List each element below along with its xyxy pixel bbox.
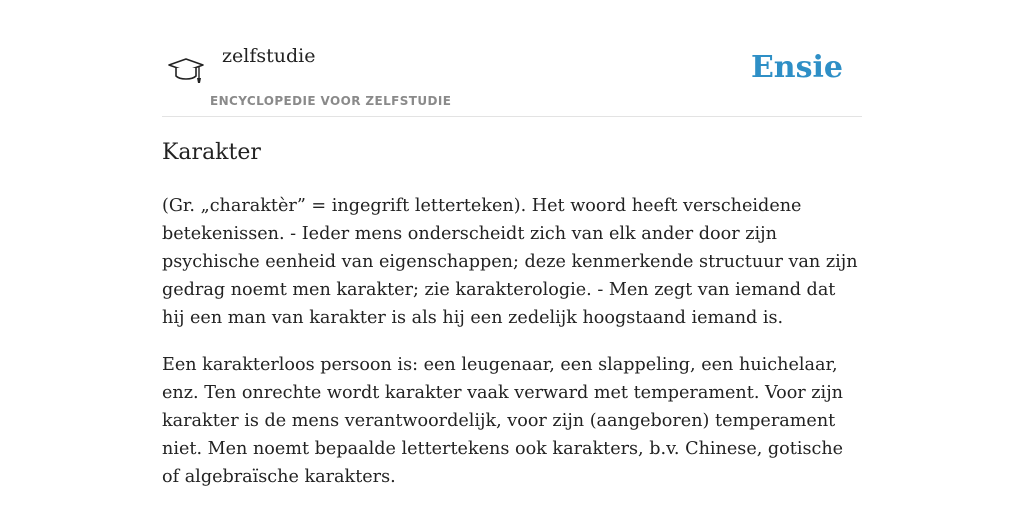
graduation-cap-icon[interactable] <box>166 54 206 90</box>
site-tagline: ENCYCLOPEDIE VOOR ZELFSTUDIE <box>210 94 452 108</box>
site-header <box>162 0 862 117</box>
page <box>162 0 862 512</box>
article-body <box>162 192 862 510</box>
site-name[interactable]: zelfstudie <box>222 45 316 67</box>
article-paragraph: (Gr. „charaktèr” = ingegrift letterteken). Het woord heeft verscheidene betekenissen. - Ieder mens onderscheidt zich van elk ander door zijn psychische eenheid van eigenschappen; deze kenmerkende structuur van zijn gedrag noemt men karakter; zie karakterologie. - Men zegt van iemand dat hij een man van karakter is als hij een zedelijk hoogstaand iemand is. <box>162 196 858 328</box>
brand-logo[interactable]: Ensie <box>750 50 843 85</box>
article-paragraph: Een karakterloos persoon is: een leugenaar, een slappeling, een huichelaar, enz. Ten onrechte wordt karakter vaak verward met temperament. Voor zijn karakter is de mens verantwoordelijk, voor zijn (aangeboren) temperament niet. Men noemt bepaalde lettertekens ook karakters, b.v. Chinese, gotische of algebraïsche karakters. <box>162 355 844 487</box>
page-title: Karakter <box>162 140 261 165</box>
